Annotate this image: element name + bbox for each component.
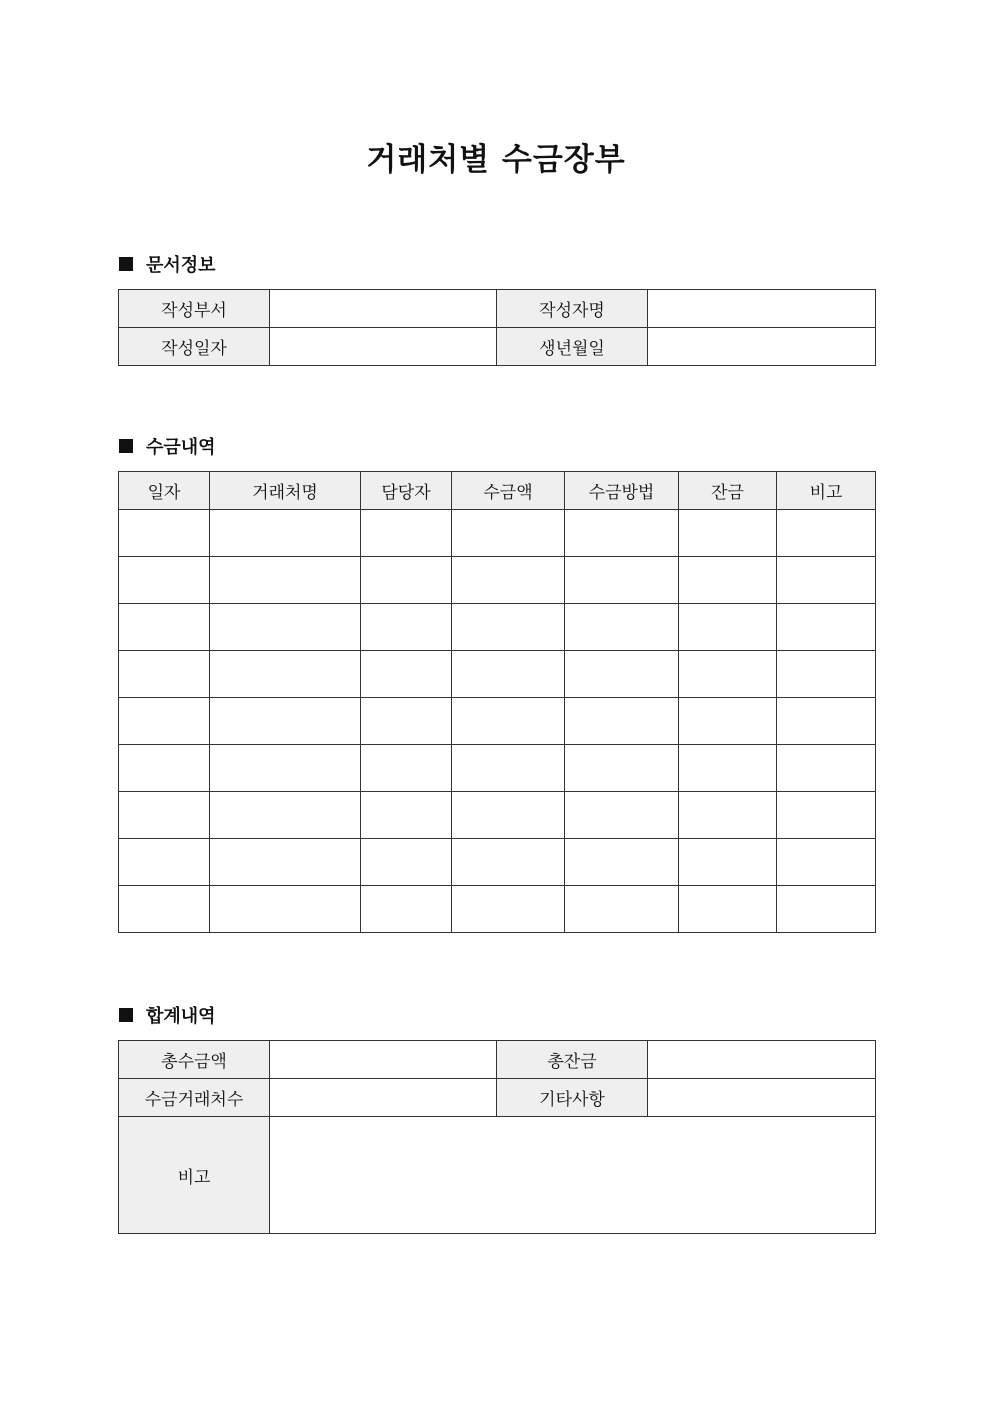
date-field[interactable] — [270, 328, 497, 366]
doc-info-heading-label: 문서정보 — [146, 255, 216, 276]
cell-client[interactable] — [210, 557, 361, 604]
page-title: 거래처별 수금장부 — [366, 142, 626, 178]
cell-client[interactable] — [210, 886, 361, 933]
square-bullet-icon — [119, 257, 133, 271]
cell-date[interactable] — [119, 604, 210, 651]
col-method-header: 수금방법 — [565, 472, 679, 510]
table-row — [119, 651, 876, 698]
cell-amount[interactable] — [452, 557, 565, 604]
client-count-field[interactable] — [270, 1079, 497, 1117]
table-row — [119, 698, 876, 745]
col-amount-header: 수금액 — [452, 472, 565, 510]
birth-field[interactable] — [648, 328, 876, 366]
col-balance-header: 잔금 — [679, 472, 777, 510]
cell-client[interactable] — [210, 839, 361, 886]
cell-amount[interactable] — [452, 510, 565, 557]
remark-field[interactable] — [270, 1117, 876, 1234]
table-row — [119, 1079, 876, 1117]
col-remark-header: 비고 — [777, 472, 876, 510]
square-bullet-icon — [119, 439, 133, 453]
cell-method[interactable] — [565, 698, 679, 745]
cell-manager[interactable] — [361, 886, 452, 933]
collection-heading-label: 수금내역 — [146, 437, 216, 458]
table-row — [119, 557, 876, 604]
doc-info-table — [118, 289, 876, 366]
cell-method[interactable] — [565, 886, 679, 933]
cell-balance[interactable] — [679, 839, 777, 886]
cell-remark[interactable] — [777, 886, 876, 933]
total-balance-field[interactable] — [648, 1041, 876, 1079]
square-bullet-icon — [119, 1008, 133, 1022]
cell-amount[interactable] — [452, 651, 565, 698]
author-field[interactable] — [648, 290, 876, 328]
cell-date[interactable] — [119, 839, 210, 886]
table-row — [119, 604, 876, 651]
cell-date[interactable] — [119, 886, 210, 933]
cell-manager[interactable] — [361, 510, 452, 557]
summary-heading — [119, 1003, 216, 1027]
cell-amount[interactable] — [452, 698, 565, 745]
cell-remark[interactable] — [777, 557, 876, 604]
cell-date[interactable] — [119, 510, 210, 557]
cell-method[interactable] — [565, 557, 679, 604]
cell-balance[interactable] — [679, 886, 777, 933]
cell-manager[interactable] — [361, 557, 452, 604]
table-row — [119, 328, 876, 366]
cell-amount[interactable] — [452, 745, 565, 792]
dept-label: 작성부서 — [119, 290, 270, 328]
cell-remark[interactable] — [777, 698, 876, 745]
col-date-header: 일자 — [119, 472, 210, 510]
cell-date[interactable] — [119, 698, 210, 745]
cell-balance[interactable] — [679, 651, 777, 698]
cell-balance[interactable] — [679, 557, 777, 604]
cell-remark[interactable] — [777, 839, 876, 886]
collection-table — [118, 471, 876, 933]
cell-manager[interactable] — [361, 839, 452, 886]
cell-manager[interactable] — [361, 604, 452, 651]
etc-label: 기타사항 — [497, 1079, 648, 1117]
cell-date[interactable] — [119, 651, 210, 698]
cell-method[interactable] — [565, 839, 679, 886]
cell-manager[interactable] — [361, 792, 452, 839]
cell-manager[interactable] — [361, 745, 452, 792]
cell-method[interactable] — [565, 745, 679, 792]
table-row — [119, 745, 876, 792]
cell-date[interactable] — [119, 745, 210, 792]
table-row — [119, 839, 876, 886]
cell-date[interactable] — [119, 792, 210, 839]
table-row — [119, 1041, 876, 1079]
date-label: 작성일자 — [119, 328, 270, 366]
cell-amount[interactable] — [452, 604, 565, 651]
birth-label: 생년월일 — [497, 328, 648, 366]
cell-amount[interactable] — [452, 839, 565, 886]
table-row — [119, 1117, 876, 1234]
cell-balance[interactable] — [679, 745, 777, 792]
cell-balance[interactable] — [679, 604, 777, 651]
cell-client[interactable] — [210, 651, 361, 698]
remark-label: 비고 — [119, 1117, 270, 1234]
cell-remark[interactable] — [777, 792, 876, 839]
cell-balance[interactable] — [679, 698, 777, 745]
total-amount-label: 총수금액 — [119, 1041, 270, 1079]
cell-method[interactable] — [565, 510, 679, 557]
cell-remark[interactable] — [777, 745, 876, 792]
table-row — [119, 886, 876, 933]
table-row — [119, 290, 876, 328]
total-amount-field[interactable] — [270, 1041, 497, 1079]
cell-balance[interactable] — [679, 510, 777, 557]
client-count-label: 수금거래처수 — [119, 1079, 270, 1117]
cell-remark[interactable] — [777, 510, 876, 557]
summary-heading-label: 합계내역 — [146, 1006, 216, 1027]
cell-remark[interactable] — [777, 651, 876, 698]
cell-method[interactable] — [565, 792, 679, 839]
table-row — [119, 792, 876, 839]
cell-client[interactable] — [210, 604, 361, 651]
cell-date[interactable] — [119, 557, 210, 604]
table-header-row — [119, 472, 876, 510]
doc-info-heading — [119, 252, 216, 276]
cell-amount[interactable] — [452, 886, 565, 933]
total-balance-label: 총잔금 — [497, 1041, 648, 1079]
cell-manager[interactable] — [361, 698, 452, 745]
col-client-header: 거래처명 — [210, 472, 361, 510]
dept-field[interactable] — [270, 290, 497, 328]
col-manager-header: 담당자 — [361, 472, 452, 510]
etc-field[interactable] — [648, 1079, 876, 1117]
cell-method[interactable] — [565, 651, 679, 698]
cell-client[interactable] — [210, 698, 361, 745]
cell-client[interactable] — [210, 510, 361, 557]
cell-method[interactable] — [565, 604, 679, 651]
summary-table — [118, 1040, 876, 1234]
table-row — [119, 510, 876, 557]
author-label: 작성자명 — [497, 290, 648, 328]
cell-client[interactable] — [210, 792, 361, 839]
cell-balance[interactable] — [679, 792, 777, 839]
cell-manager[interactable] — [361, 651, 452, 698]
collection-heading — [119, 434, 216, 458]
cell-amount[interactable] — [452, 792, 565, 839]
cell-remark[interactable] — [777, 604, 876, 651]
cell-client[interactable] — [210, 745, 361, 792]
